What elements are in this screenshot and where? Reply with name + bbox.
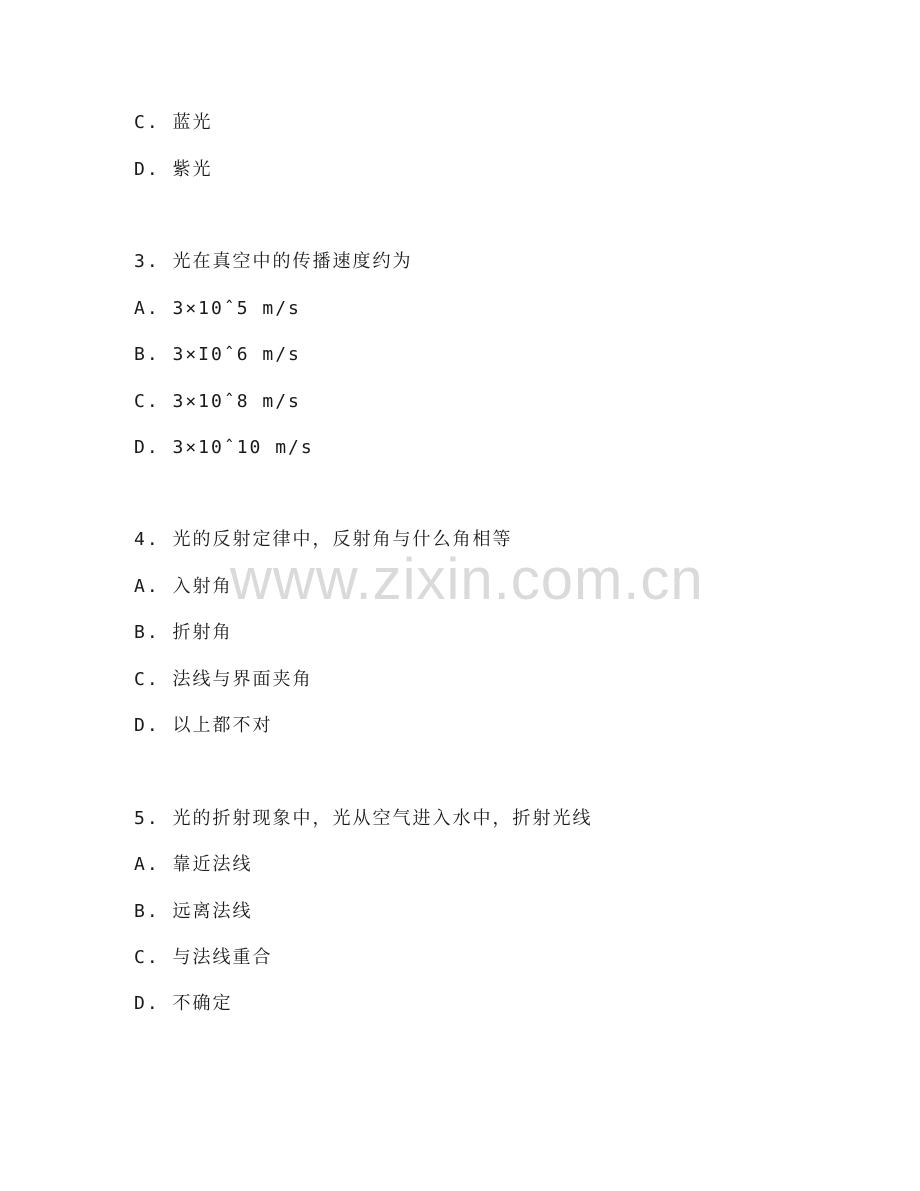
q5-option-a: A. 靠近法线 (134, 854, 253, 875)
q2-option-d: D. 紫光 (134, 159, 213, 180)
q5-question: 5. 光的折射现象中，光从空气进入水中，折射光线 (134, 808, 593, 829)
q4-option-b: B. 折射角 (134, 622, 233, 643)
q5-option-c: C. 与法线重合 (134, 947, 273, 968)
q4-option-c: C. 法线与界面夹角 (134, 669, 313, 690)
q3-question: 3. 光在真空中的传播速度约为 (134, 251, 413, 272)
q5-option-d: D. 不确定 (134, 993, 233, 1014)
q4-question: 4. 光的反射定律中，反射角与什么角相等 (134, 529, 513, 550)
q4-option-a: A. 入射角 (134, 576, 233, 597)
q3-option-a: A. 3×10ˆ5 m/s (134, 298, 301, 319)
q2-option-c: C. 蓝光 (134, 112, 213, 133)
q4-option-d: D. 以上都不对 (134, 715, 273, 736)
q5-option-b: B. 远离法线 (134, 901, 253, 922)
q3-option-d: D. 3×10ˆ10 m/s (134, 437, 314, 458)
q3-option-b: B. 3×I0ˆ6 m/s (134, 344, 301, 365)
watermark: www.zixin.com.cn (230, 547, 704, 612)
q3-option-c: C. 3×10ˆ8 m/s (134, 391, 301, 412)
